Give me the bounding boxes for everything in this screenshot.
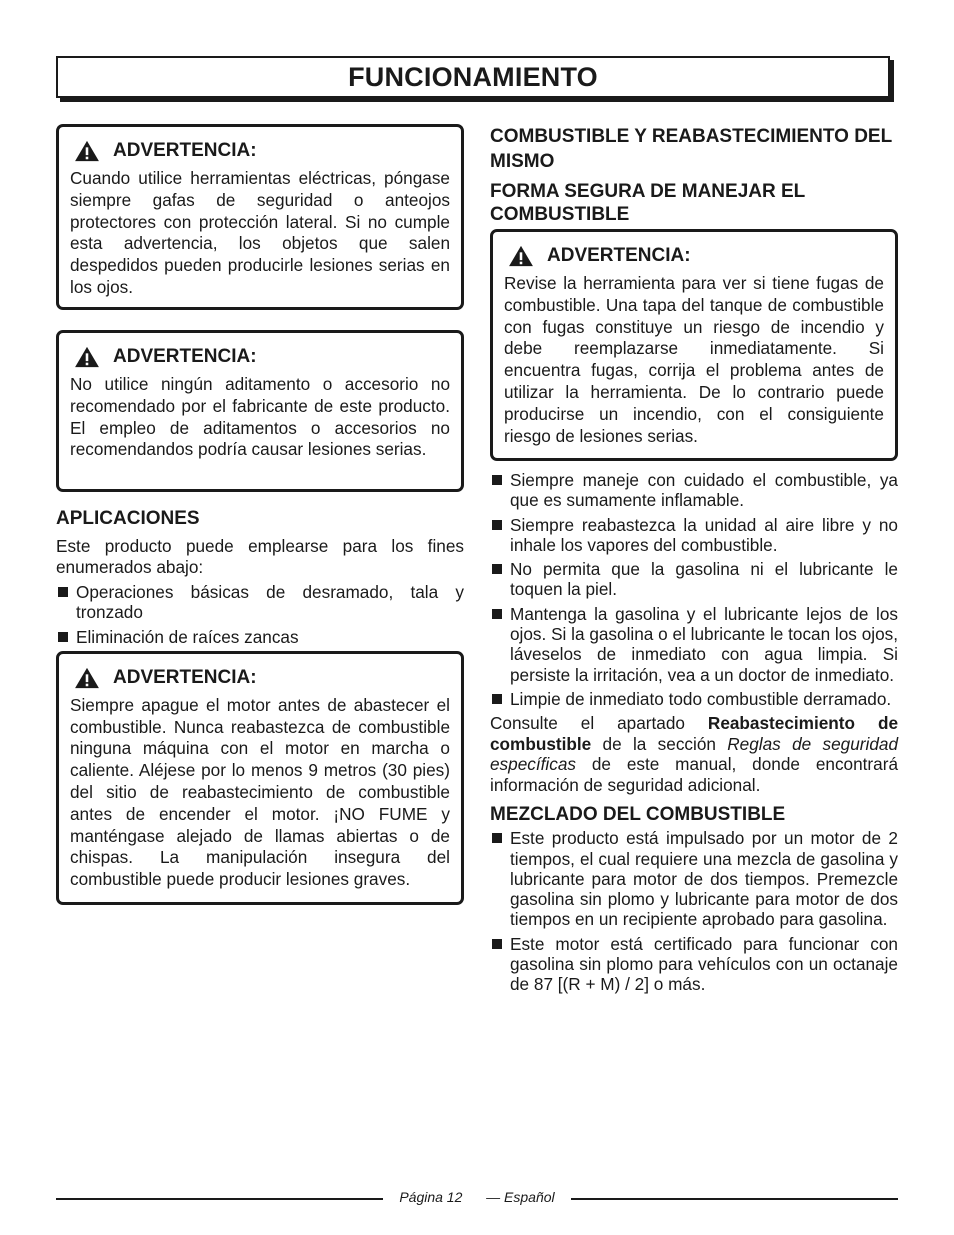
title-banner — [56, 56, 894, 102]
warning-triangle-icon — [73, 667, 101, 689]
title-box — [56, 56, 890, 98]
fuel-heading: COMBUSTIBLE Y REABASTECIMIENTO DEL MISMO — [490, 126, 892, 172]
warning-text: No utilice ningún aditamento o accesorio no recomendado por el fabricante de este producto. El empleo de aditamentos o accesorios no recomendandos podría causar lesiones serias. — [70, 374, 450, 460]
warning-text: Siempre apague el motor antes de abastecer el combustible. Nunca reabastezca de combustible ninguna máquina con el motor en marcha o caliente. Aléjese por lo menos 9 metros (30 pies) del sitio de reabastecimiento de combustible antes de encender el motor. ¡NO FUME y manténgase alejado de llamas abiertas o de chispas. La manipulación insegura del combustible puede producir lesiones graves. — [70, 694, 450, 890]
list-item: Mantenga la gasolina y el lubricante lejos de los ojos. Si la gasolina o el lubricante le tocan los ojos, láveselos de inmediato con agua limpia. Si persiste la irritación, vea a un doctor de inmediato. — [490, 604, 898, 685]
warning-triangle-icon — [73, 140, 101, 162]
square-bullet-icon — [492, 939, 502, 949]
applications-intro: Este producto puede emplearse para los fines enumerados abajo: — [56, 536, 464, 577]
applications-list — [56, 582, 464, 647]
page-footer — [56, 1188, 898, 1208]
square-bullet-icon — [492, 475, 502, 485]
square-bullet-icon — [492, 694, 502, 704]
square-bullet-icon — [492, 520, 502, 530]
square-bullet-icon — [58, 587, 68, 597]
safe-handling-heading: FORMA SEGURA DE MANEJAR EL COMBUSTIBLE — [490, 181, 805, 225]
square-bullet-icon — [492, 564, 502, 574]
warning-triangle-icon — [73, 346, 101, 368]
warning-label: ADVERTENCIA: — [113, 346, 257, 367]
warning-box-safety-glasses — [56, 124, 464, 310]
list-item: Operaciones básicas de desramado, tala y tronzado — [56, 582, 464, 623]
list-item: Este producto está impulsado por un motor de 2 tiempos, el cual requiere una mezcla de gasolina y lubricante para motor de dos tiempos. Premezcle gasolina sin plomo y lubricante para motor de dos tiempos en un recipiente aprobado para gasolina. — [490, 828, 898, 929]
warning-triangle-icon — [507, 245, 535, 267]
warning-label: ADVERTENCIA: — [547, 245, 691, 266]
footer-text — [56, 1189, 898, 1205]
fuel-handling-list — [490, 470, 898, 709]
list-item: Siempre reabastezca la unidad al aire libre y no inhale los vapores del combustible. — [490, 515, 898, 556]
warning-box-accessories — [56, 330, 464, 492]
applications-section — [56, 507, 464, 647]
list-item: Este motor está certificado para funcionar con gasolina sin plomo para vehículos con un octanaje de 87 [(R + M) / 2] o más. — [490, 934, 898, 995]
warning-label: ADVERTENCIA: — [113, 666, 257, 688]
warning-text: Revise la herramienta para ver si tiene fugas de combustible. Una tapa del tanque de combustible con fugas constituye un riesgo de incendio y debe reemplazarse inmediatamente. Si encuentra fugas, corrija el problema antes de utilizar la herramienta. De lo contrario puede producirse un incendio, con el consiguiente riesgo de lesiones serias. — [504, 273, 884, 446]
footer-language: — Español — [478, 1189, 562, 1205]
warning-label: ADVERTENCIA: — [113, 140, 257, 161]
consult-paragraph: Consulte el apartado Reabastecimiento de combustible de la sección Reglas de seguridad específicas de este manual, donde encontrará información de seguridad adicional. — [490, 713, 899, 795]
mixing-heading: MEZCLADO DEL COMBUSTIBLE — [490, 804, 786, 826]
warning-header — [73, 346, 452, 368]
page-number: Página 12 — [391, 1189, 470, 1205]
warning-header — [73, 667, 452, 689]
list-item: Eliminación de raíces zancas — [56, 627, 464, 647]
applications-heading: APLICACIONES — [56, 508, 200, 529]
right-column — [490, 124, 898, 999]
square-bullet-icon — [492, 609, 502, 619]
square-bullet-icon — [58, 632, 68, 642]
left-column — [56, 124, 464, 905]
warning-box-refuel — [56, 651, 464, 905]
warning-header — [73, 140, 452, 162]
page-title: FUNCIONAMIENTO — [348, 61, 598, 92]
warning-text: Cuando utilice herramientas eléctricas, póngase siempre gafas de seguridad o anteojos protectores con protección lateral. Si no cumple esta advertencia, los objetos que salen despedidos pueden producirle lesiones serias en los ojos. — [70, 168, 450, 297]
warning-header — [507, 245, 886, 267]
warning-box-fuel-leaks — [490, 229, 898, 461]
list-item: Limpie de inmediato todo combustible derramado. — [490, 689, 898, 709]
mixing-list — [490, 828, 898, 994]
square-bullet-icon — [492, 833, 502, 843]
list-item: Siempre maneje con cuidado el combustible, ya que es sumamente inflamable. — [490, 470, 898, 511]
list-item: No permita que la gasolina ni el lubricante le toquen la piel. — [490, 559, 898, 600]
